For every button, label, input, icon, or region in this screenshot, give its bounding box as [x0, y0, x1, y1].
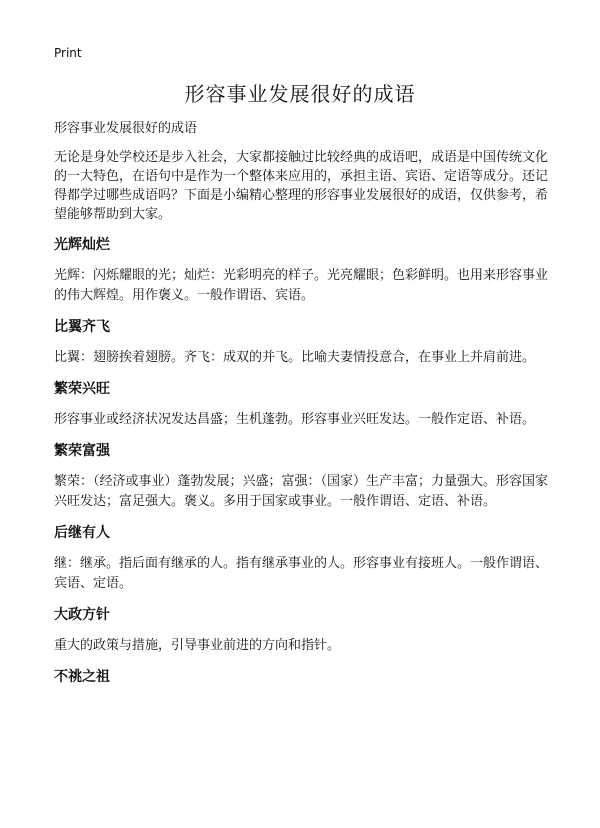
section-body: 重大的政策与措施，引导事业前进的方向和指针。 — [54, 638, 341, 653]
section-heading: 后继有人 — [54, 525, 110, 541]
section-body: 形容事业或经济状况发达昌盛；生机蓬勃。形容事业兴旺发达。一般作定语、补语。 — [54, 412, 536, 427]
section-butiao-zhizu — [54, 668, 549, 686]
section-body: 继：继承。指后面有继承的人。指有继承事业的人。形容事业有接班人。一般作谓语、宾语、定语。 — [54, 556, 549, 591]
section-guanghui-canlan — [54, 236, 549, 306]
section-heading: 不祧之祖 — [54, 669, 110, 685]
section-heading: 光辉灿烂 — [54, 237, 110, 253]
article-subtitle: 形容事业发展很好的成语 — [54, 121, 198, 136]
section-heading: 大政方针 — [54, 607, 110, 623]
section-body: 繁荣：（经济或事业）蓬勃发展；兴盛；富强：（国家）生产丰富；力量强大。形容国家兴旺发达；富足强大。褒义。多用于国家或事业。一般作谓语、定语、补语。 — [54, 474, 549, 509]
section-dazheng-fangzhen — [54, 606, 549, 656]
section-body: 比翼：翅膀挨着翅膀。齐飞：成双的并飞。比喻夫妻情投意合，在事业上并肩前进。 — [54, 350, 536, 365]
section-biyi-qifei — [54, 318, 549, 368]
section-body: 光辉：闪烁耀眼的光；灿烂：光彩明亮的样子。光亮耀眼；色彩鲜明。也用来形容事业的伟大辉煌。用作褒义。一般作谓语、宾语。 — [54, 268, 549, 303]
section-heading: 比翼齐飞 — [54, 319, 110, 335]
article-content — [54, 120, 549, 698]
section-fanrong-xingwang — [54, 380, 549, 430]
section-heading: 繁荣兴旺 — [54, 381, 110, 397]
print-link[interactable]: Print — [54, 46, 82, 60]
intro-paragraph: 无论是身处学校还是步入社会，大家都接触过比较经典的成语吧，成语是中国传统文化的一大特色，在语句中是作为一个整体来应用的，承担主语、宾语、定语等成分。还记得都学过哪些成语吗？下面是小编精心整理的形容事业发展很好的成语，仅供参考，希望能够帮助到大家。 — [54, 150, 549, 222]
section-houji-youren — [54, 524, 549, 594]
page-title: 形容事业发展很好的成语 — [184, 82, 416, 106]
section-fanrong-fuqiang — [54, 442, 549, 512]
section-heading: 繁荣富强 — [54, 443, 110, 459]
